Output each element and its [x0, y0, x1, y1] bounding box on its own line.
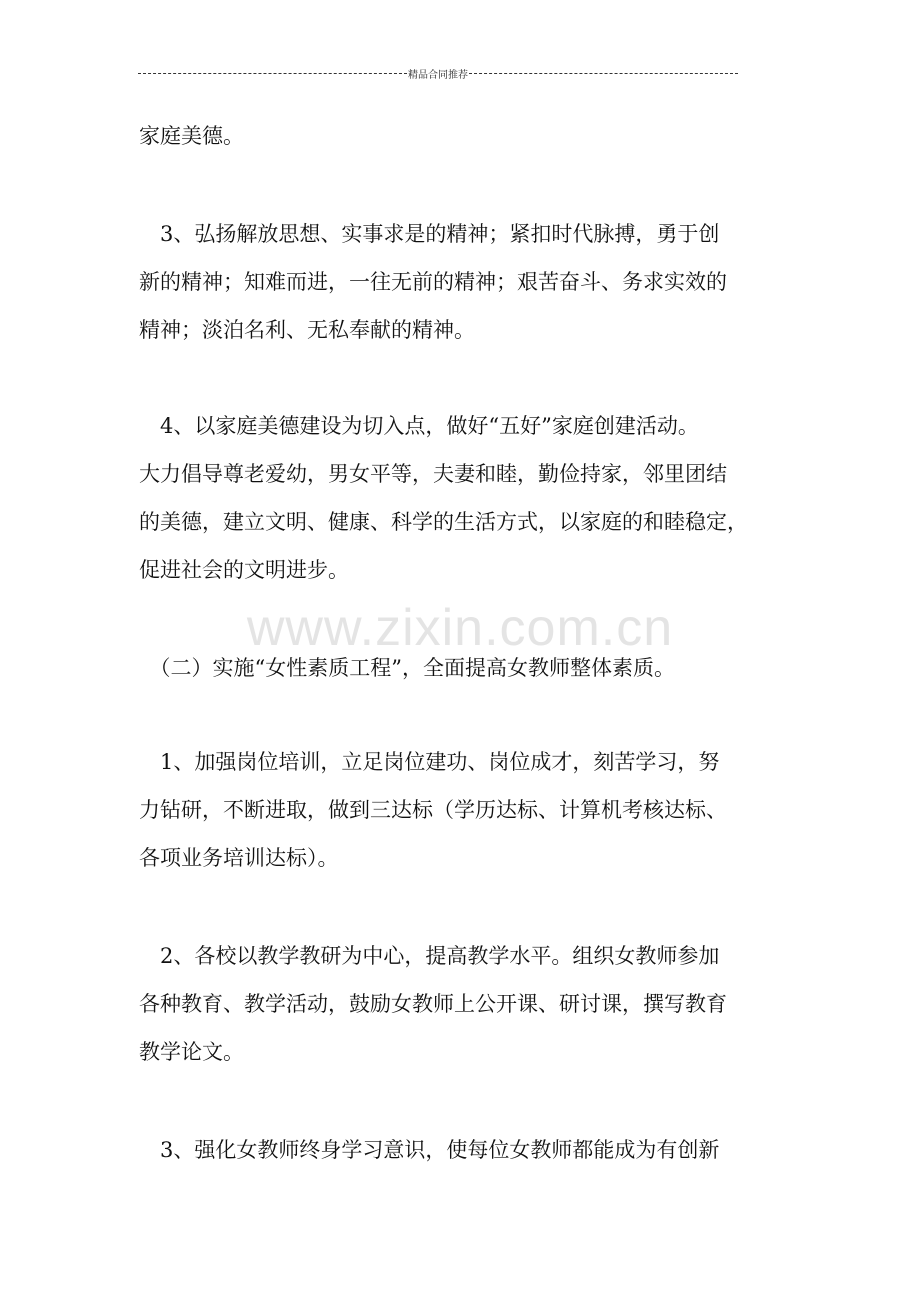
page-header [138, 66, 738, 80]
text-line: 4、以家庭美德建设为切入点，做好“五好”家庭创建活动。 [139, 414, 699, 438]
section-heading-2 [139, 644, 789, 692]
paragraph-sub-item-2 [139, 932, 789, 1076]
text-line: 力钻研，不断进取，做到三达标（学历达标、计算机考核达标、 [139, 798, 727, 822]
paragraph-sub-item-1 [139, 738, 789, 882]
header-dash-right [469, 73, 738, 74]
text-line: 各种教育、教学活动，鼓励女教师上公开课、研讨课，撰写教育 [139, 992, 727, 1016]
text-line: 1、加强岗位培训，立足岗位建功、岗位成才，刻苦学习，努 [139, 750, 720, 774]
watermark: www.zixin.com.cn [246, 599, 674, 657]
paragraph-item-3 [139, 210, 789, 354]
text-line: 3、强化女教师终身学习意识，使每位女教师都能成为有创新 [139, 1138, 720, 1162]
header-label: 精品合同推荐 [408, 69, 468, 81]
paragraph-item-4 [139, 402, 789, 594]
text-line: 家庭美德。 [139, 124, 244, 148]
text-line: 的美德，建立文明、健康、科学的生活方式，以家庭的和睦稳定， [139, 510, 748, 534]
text-line: 精神；淡泊名利、无私奉献的精神。 [139, 318, 475, 342]
text-line: 各项业务培训达标）。 [139, 846, 339, 870]
text-line: （二）实施“女性素质工程”，全面提高女教师整体素质。 [139, 656, 675, 680]
paragraph-continuation [139, 112, 789, 160]
text-line: 教学论文。 [139, 1040, 244, 1064]
text-line: 大力倡导尊老爱幼，男女平等，夫妻和睦，勤俭持家，邻里团结 [139, 462, 727, 486]
paragraph-sub-item-3 [139, 1126, 789, 1174]
text-line: 2、各校以教学教研为中心，提高教学水平。组织女教师参加 [139, 944, 720, 968]
text-line: 3、弘扬解放思想、实事求是的精神；紧扣时代脉搏，勇于创 [139, 222, 720, 246]
text-line: 促进社会的文明进步。 [139, 558, 349, 582]
header-dash-left [138, 73, 407, 74]
text-line: 新的精神；知难而进，一往无前的精神；艰苦奋斗、务求实效的 [139, 270, 727, 294]
